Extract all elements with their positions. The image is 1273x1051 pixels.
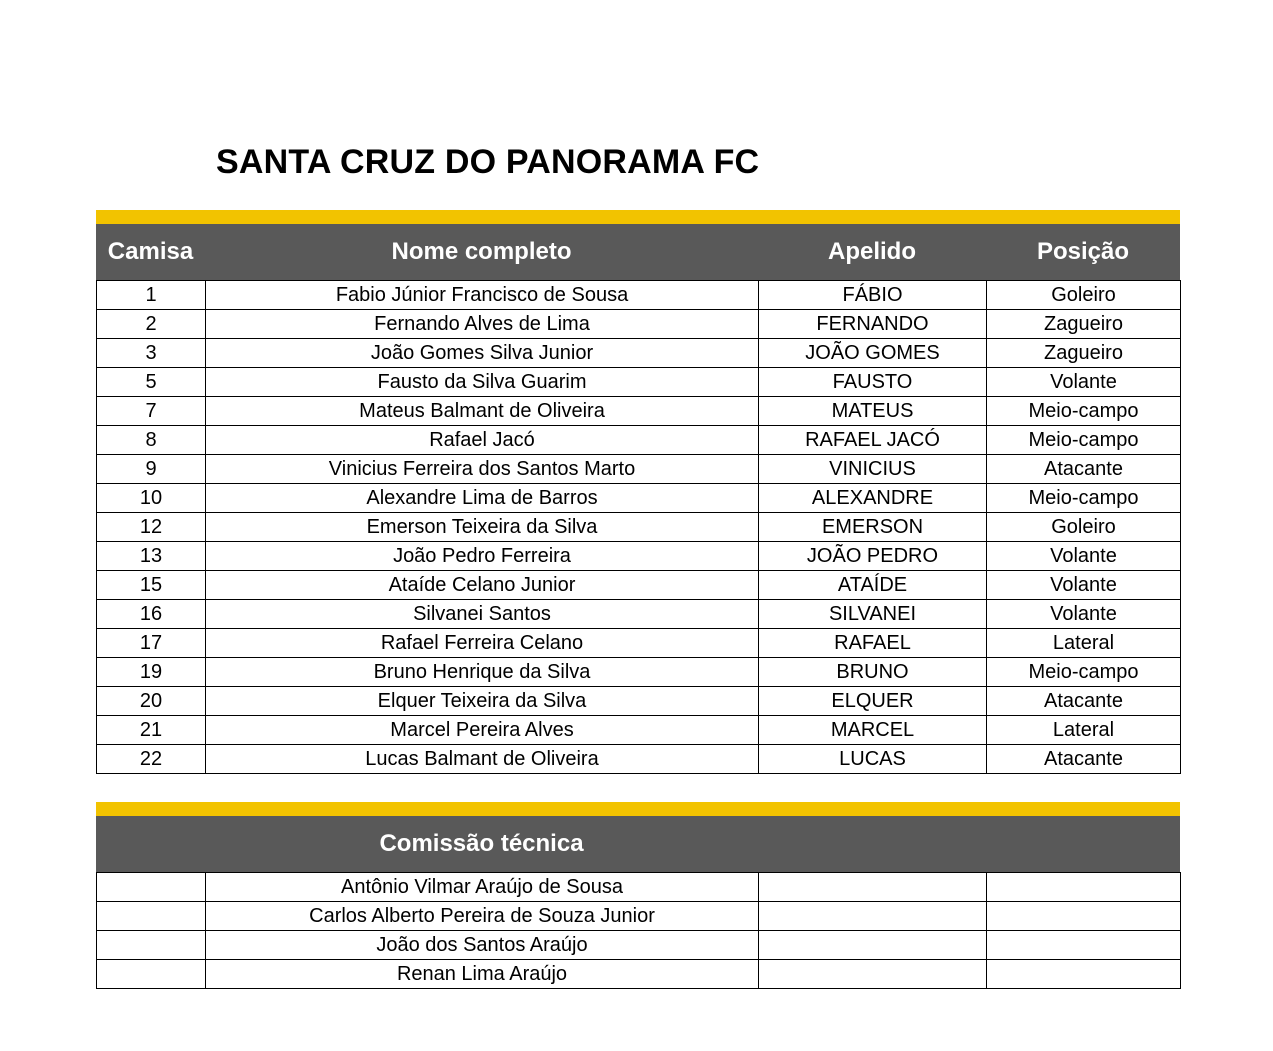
cell-nickname: LUCAS [759,745,987,774]
cell-shirt: 22 [97,745,206,774]
table-row [97,397,1181,426]
cell-empty [987,931,1181,960]
cell-empty [759,873,987,902]
cell-full-name: Lucas Balmant de Oliveira [206,745,759,774]
header-empty [96,816,205,872]
table-row [97,960,1181,989]
players-section [96,210,1180,774]
cell-full-name: Marcel Pereira Alves [206,716,759,745]
cell-position: Lateral [987,629,1181,658]
yellow-stripe [96,802,1180,816]
header-shirt: Camisa [107,238,194,265]
staff-table [96,872,1181,989]
cell-shirt: 13 [97,542,206,571]
cell-full-name: Fernando Alves de Lima [206,310,759,339]
cell-full-name: Rafael Jacó [206,426,759,455]
cell-shirt: 19 [97,658,206,687]
table-row [97,513,1181,542]
table-row [97,658,1181,687]
cell-nickname: RAFAEL JACÓ [759,426,987,455]
table-row [97,542,1181,571]
cell-empty [97,931,206,960]
table-row [97,873,1181,902]
cell-nickname: JOÃO PEDRO [759,542,987,571]
cell-nickname: SILVANEI [759,600,987,629]
cell-position: Meio-campo [987,426,1181,455]
cell-position: Goleiro [987,513,1181,542]
cell-position: Atacante [987,687,1181,716]
header-nickname: Apelido [828,238,916,265]
cell-full-name: Vinicius Ferreira dos Santos Marto [206,455,759,484]
cell-empty [987,873,1181,902]
header-position: Posição [1036,238,1130,265]
header-empty [986,816,1180,872]
cell-full-name: Rafael Ferreira Celano [206,629,759,658]
cell-nickname: FAUSTO [759,368,987,397]
cell-nickname: FÁBIO [759,281,987,310]
cell-empty [97,960,206,989]
cell-position: Meio-campo [987,484,1181,513]
cell-shirt: 3 [97,339,206,368]
cell-shirt: 2 [97,310,206,339]
cell-empty [759,931,987,960]
table-row [97,310,1181,339]
table-row [97,484,1181,513]
cell-position: Zagueiro [987,310,1181,339]
players-table [96,280,1181,774]
table-row [97,455,1181,484]
table-row [97,687,1181,716]
table-row [97,931,1181,960]
cell-position: Goleiro [987,281,1181,310]
cell-full-name: Fausto da Silva Guarim [206,368,759,397]
cell-position: Lateral [987,716,1181,745]
cell-full-name: Emerson Teixeira da Silva [206,513,759,542]
table-row [97,339,1181,368]
cell-nickname: JOÃO GOMES [759,339,987,368]
cell-full-name: Mateus Balmant de Oliveira [206,397,759,426]
cell-staff-name: Carlos Alberto Pereira de Souza Junior [206,902,759,931]
cell-empty [987,960,1181,989]
cell-nickname: RAFAEL [759,629,987,658]
cell-position: Volante [987,600,1181,629]
cell-position: Zagueiro [987,339,1181,368]
cell-position: Meio-campo [987,397,1181,426]
cell-nickname: ALEXANDRE [759,484,987,513]
cell-full-name: João Gomes Silva Junior [206,339,759,368]
cell-shirt: 16 [97,600,206,629]
cell-shirt: 12 [97,513,206,542]
cell-shirt: 15 [97,571,206,600]
table-row [97,745,1181,774]
cell-full-name: Silvanei Santos [206,600,759,629]
header-staff: Comissão técnica [379,830,584,857]
cell-shirt: 9 [97,455,206,484]
cell-nickname: MARCEL [759,716,987,745]
cell-shirt: 10 [97,484,206,513]
header-empty [758,816,986,872]
cell-nickname: BRUNO [759,658,987,687]
staff-header-row [96,816,1180,872]
cell-staff-name: Antônio Vilmar Araújo de Sousa [206,873,759,902]
cell-position: Volante [987,368,1181,397]
cell-empty [987,902,1181,931]
yellow-stripe [96,210,1180,224]
cell-full-name: Elquer Teixeira da Silva [206,687,759,716]
table-row [97,368,1181,397]
cell-nickname: ELQUER [759,687,987,716]
table-row [97,600,1181,629]
cell-empty [759,960,987,989]
cell-shirt: 21 [97,716,206,745]
cell-full-name: Fabio Júnior Francisco de Sousa [206,281,759,310]
cell-nickname: EMERSON [759,513,987,542]
cell-position: Meio-campo [987,658,1181,687]
cell-nickname: FERNANDO [759,310,987,339]
header-full-name: Nome completo [391,238,572,265]
cell-position: Volante [987,571,1181,600]
cell-staff-name: João dos Santos Araújo [206,931,759,960]
cell-shirt: 1 [97,281,206,310]
cell-shirt: 17 [97,629,206,658]
cell-shirt: 7 [97,397,206,426]
cell-shirt: 20 [97,687,206,716]
table-row [97,281,1181,310]
cell-empty [759,902,987,931]
cell-position: Atacante [987,455,1181,484]
cell-full-name: João Pedro Ferreira [206,542,759,571]
cell-shirt: 8 [97,426,206,455]
cell-full-name: Bruno Henrique da Silva [206,658,759,687]
table-row [97,902,1181,931]
staff-section [96,802,1180,989]
cell-nickname: ATAÍDE [759,571,987,600]
cell-full-name: Alexandre Lima de Barros [206,484,759,513]
cell-empty [97,873,206,902]
cell-shirt: 5 [97,368,206,397]
cell-position: Atacante [987,745,1181,774]
cell-nickname: MATEUS [759,397,987,426]
cell-full-name: Ataíde Celano Junior [206,571,759,600]
table-row [97,571,1181,600]
page-title: SANTA CRUZ DO PANORAMA FC [216,143,760,181]
cell-nickname: VINICIUS [759,455,987,484]
cell-empty [97,902,206,931]
players-header-row [96,224,1180,280]
table-row [97,426,1181,455]
cell-staff-name: Renan Lima Araújo [206,960,759,989]
cell-position: Volante [987,542,1181,571]
table-row [97,629,1181,658]
table-row [97,716,1181,745]
